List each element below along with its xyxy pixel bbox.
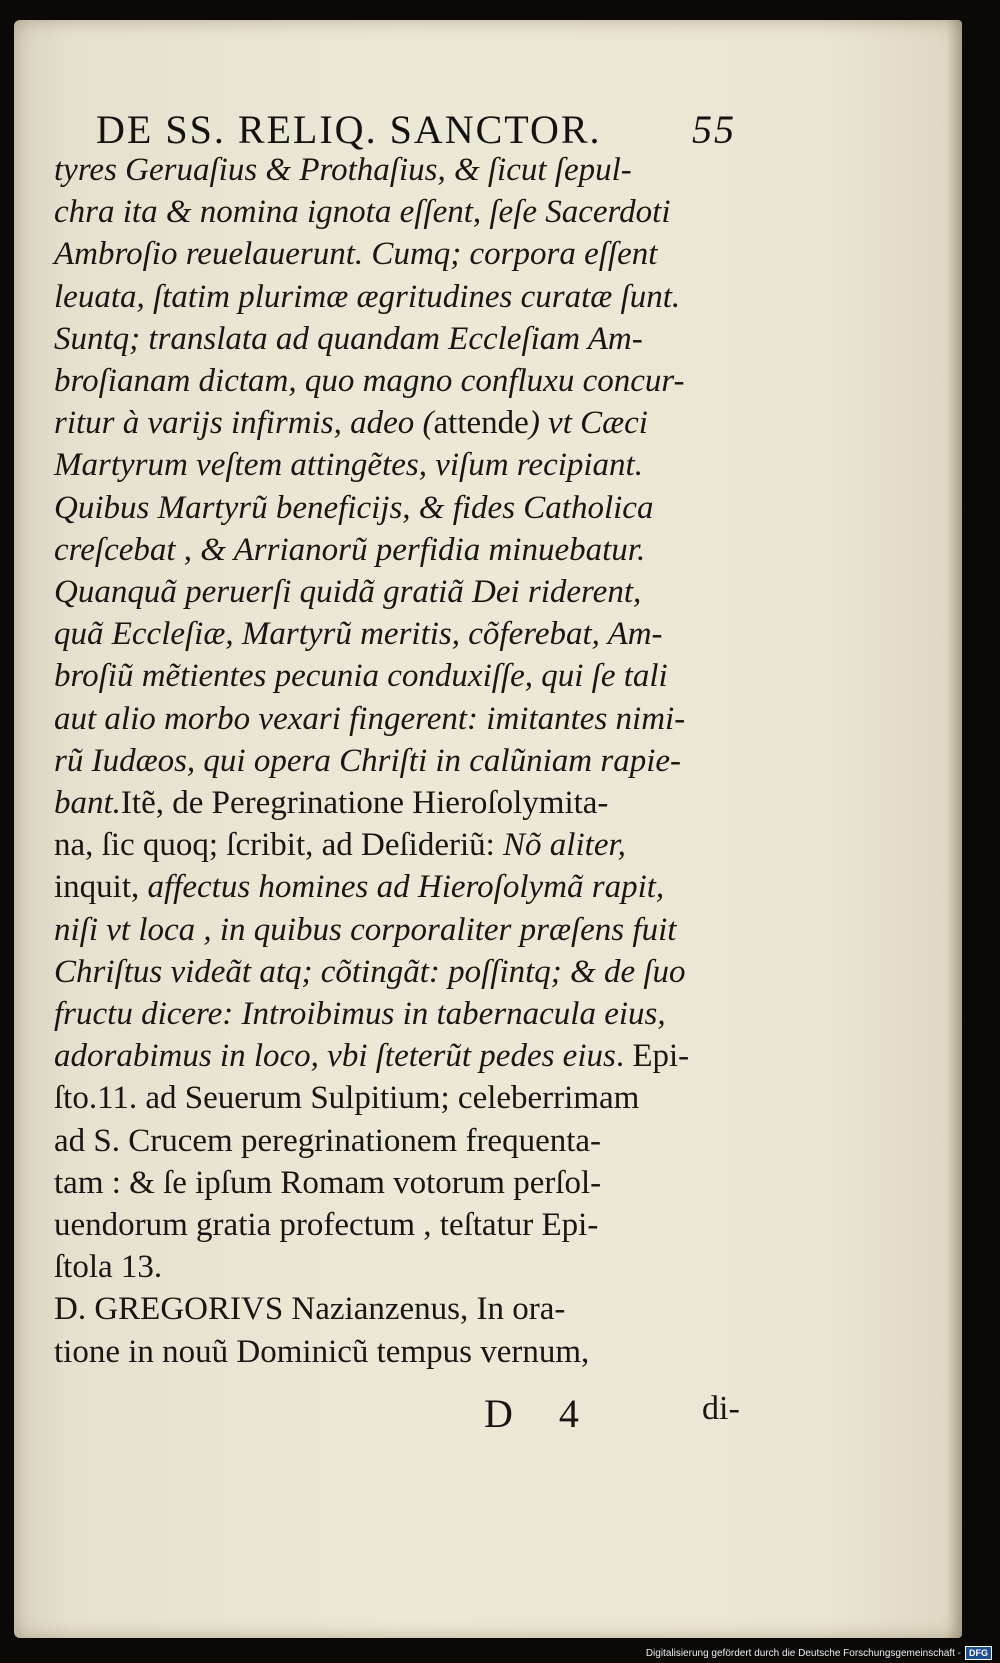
- text-line: [54, 823, 754, 867]
- text-segment: rũ Iudæos, qui opera Chriſti in calũniam rapie-: [54, 742, 681, 779]
- text-line: [54, 739, 754, 783]
- text-line: [54, 275, 754, 319]
- text-line: [54, 443, 754, 487]
- page-footer: [54, 1390, 754, 1442]
- text-segment: attende: [433, 405, 529, 442]
- text-segment: adorabimus in loco, vbi ſteterũt pedes eius: [54, 1038, 616, 1075]
- text-segment: Chriſtus videãt atq; cõtingãt: poſſintq; & de ſuo: [54, 953, 686, 990]
- text-segment: uendorum gratia profectum , teſtatur Epi-: [54, 1207, 599, 1243]
- page-number: 55: [692, 107, 736, 152]
- text-line: [54, 1203, 754, 1247]
- text-segment: Martyrum veſtem attingẽtes, viſum recipiant.: [54, 447, 643, 484]
- digitization-banner: [646, 1646, 992, 1660]
- body-text: [54, 148, 754, 1370]
- text-segment: Quanquã peruerſi quidã gratiã Dei riderent,: [54, 574, 642, 610]
- text-segment: Nõ aliter,: [503, 827, 626, 864]
- text-line: [54, 232, 754, 276]
- text-segment: affectus homines ad Hieroſolymã rapit,: [147, 869, 665, 906]
- text-line: [54, 1245, 754, 1289]
- text-segment: Quibus Martyrũ beneficijs, & fides Catholica: [54, 489, 654, 526]
- text-segment: inquit,: [54, 869, 148, 906]
- text-line: [54, 865, 754, 909]
- text-line: [54, 528, 754, 572]
- text-segment: ) vt Cæci: [528, 405, 648, 442]
- text-segment: chra ita & nomina ignota eſſent, ſeſe Sacerdoti: [54, 194, 671, 231]
- text-segment: ſtola 13.: [54, 1249, 163, 1286]
- text-line: [54, 317, 754, 361]
- text-line: [54, 148, 754, 192]
- text-segment: aut alio morbo vexari fingerent: imitantes nimi-: [54, 700, 686, 737]
- text-line: [54, 1287, 754, 1331]
- text-segment: bant.: [54, 785, 121, 821]
- text-line: [54, 697, 754, 741]
- text-segment: tione in nouũ Dominicũ tempus vernum,: [54, 1333, 590, 1370]
- running-title: DE SS. RELIQ. SANCTOR.: [96, 107, 602, 152]
- text-segment: . Epi-: [615, 1038, 690, 1075]
- text-segment: ritur à varijs infirmis, adeo (: [54, 405, 434, 442]
- text-segment: quã Eccleſiæ, Martyrũ meritis, cõferebat, Am-: [54, 616, 663, 653]
- banner-text: Digitalisierung gefördert durch die Deutsche Forschungsgemeinschaft -: [645, 1647, 961, 1659]
- book-page: [14, 20, 962, 1638]
- text-segment: fructu dicere: Introibimus in tabernacula eius,: [54, 996, 666, 1032]
- text-line: [54, 1161, 754, 1205]
- text-line: [54, 612, 754, 656]
- catchword: di-: [702, 1390, 740, 1427]
- text-line: [54, 1076, 754, 1120]
- text-line: [54, 486, 754, 530]
- text-segment: niſi vt loca , in quibus corporaliter præſens fuit: [54, 911, 677, 948]
- text-segment: Itẽ, de Peregrinatione Hieroſolymita-: [120, 785, 609, 821]
- text-line: [54, 992, 754, 1036]
- text-line: [54, 1119, 754, 1163]
- text-line: [54, 190, 754, 234]
- text-segment: ſto.11. ad Seuerum Sulpitium; celeberrimam: [54, 1080, 640, 1117]
- text-segment: creſcebat , & Arrianorũ perfidia minuebatur.: [54, 531, 646, 568]
- text-line: [54, 908, 754, 952]
- text-segment: na, ſic quoq; ſcribit, ad Deſideriũ:: [54, 827, 504, 864]
- text-segment: tyres Geruaſius & Prothaſius, & ſicut ſepul-: [54, 152, 632, 188]
- text-segment: Suntq; translata ad quandam Eccleſiam Am-: [54, 320, 643, 357]
- dfg-logo: DFG: [965, 1646, 992, 1660]
- text-segment: broſiũ mẽtientes pecunia conduxiſſe, qui ſe tali: [54, 658, 668, 695]
- text-line: [54, 570, 754, 614]
- text-segment: leuata, ſtatim plurimæ ægritudines curatæ ſunt.: [54, 278, 681, 315]
- signature-mark: D 4: [484, 1391, 597, 1436]
- text-segment: Ambroſio reuelauerunt. Cumq; corpora eſſent: [54, 236, 658, 273]
- text-segment: ad S. Crucem peregrinationem frequenta-: [54, 1122, 602, 1159]
- text-line: [54, 781, 754, 825]
- text-segment: tam : & ſe ipſum Romam votorum perſol-: [54, 1164, 602, 1201]
- text-line: [54, 654, 754, 698]
- text-segment: D. GREGORIVS Nazianzenus, In ora-: [54, 1291, 566, 1328]
- text-line: [54, 950, 754, 994]
- text-line: [54, 401, 754, 445]
- text-line: [54, 359, 754, 403]
- text-segment: broſianam dictam, quo magno confluxu concur-: [54, 363, 685, 399]
- text-line: [54, 1034, 754, 1078]
- text-line: [54, 1330, 754, 1374]
